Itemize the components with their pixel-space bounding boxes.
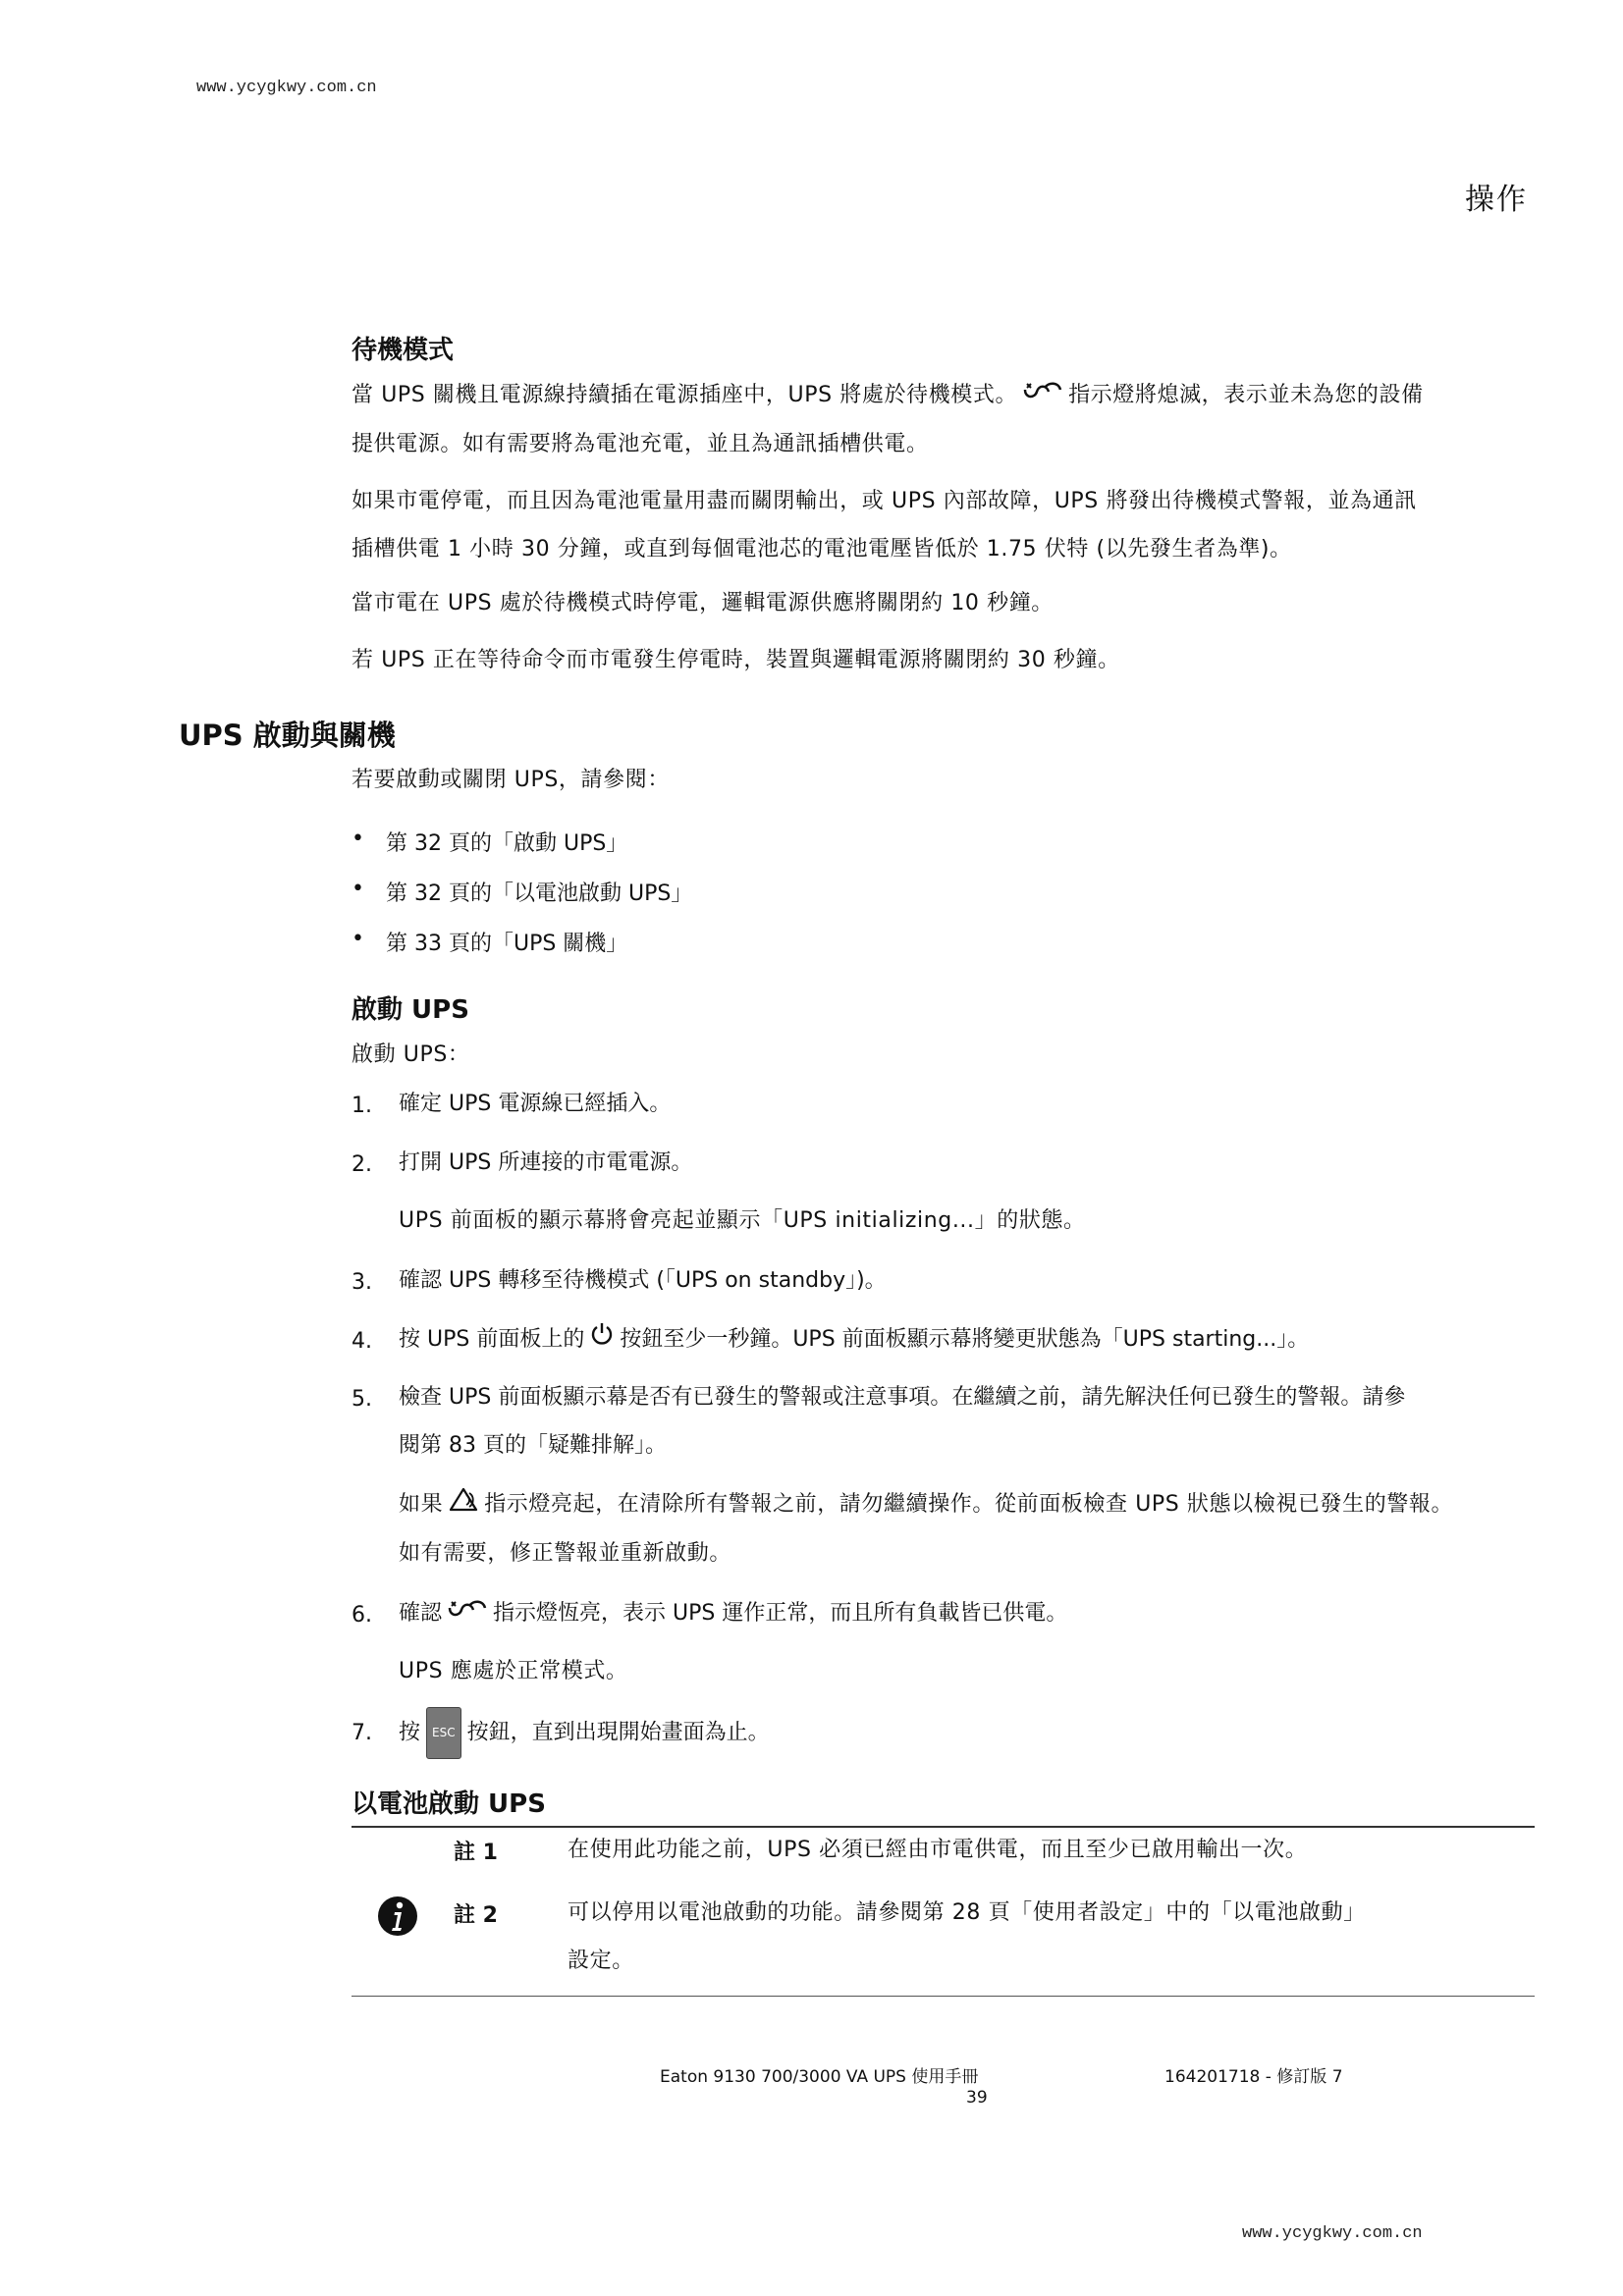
startup-shutdown-intro: 若要啟動或關閉 UPS，請參閱：	[352, 768, 670, 792]
note-bottom-divider	[352, 1996, 1535, 1997]
standby-p1-a: 當 UPS 關機且電源線持續插在電源插座中，UPS 將處於待機模式。	[352, 383, 1018, 407]
note-2-label: 註 2	[454, 1903, 498, 1928]
note-2-text: 可以停用以電池啟動的功能。請參閱第 28 頁「使用者設定」中的「以電池啟動」 設定。	[568, 1900, 1366, 1973]
footer-doc-number: 164201718 - 修訂版 7	[1164, 2067, 1343, 2087]
standby-p2-line1: 如果市電停電，而且因為電池電量用盡而關閉輸出，或 UPS 內部故障，UPS 將發出待機模式警報，並為通訊	[352, 489, 1417, 513]
note-1-text: 在使用此功能之前，UPS 必須已經由市電供電，而且至少已啟用輸出一次。	[568, 1838, 1308, 1862]
info-icon	[376, 1895, 419, 1942]
battery-start-heading: 以電池啟動 UPS	[352, 1789, 546, 1819]
step-5-note: 如果 指示燈亮起，在清除所有警報之前，請勿繼續操作。從前面板檢查 UPS 狀態以檢視已發生的警報。 如有需要，修正警報並重新啟動。	[399, 1480, 1542, 1577]
footer-manual-title: Eaton 9130 700/3000 VA UPS 使用手冊	[660, 2067, 979, 2087]
esc-key-icon: ESC	[426, 1707, 461, 1759]
standby-p2-line2: 插槽供電 1 小時 30 分鐘，或直到每個電池芯的電池電壓皆低於 1.75 伏特 (以先發生者為準)。	[352, 537, 1292, 561]
ups-normal-icon	[1023, 372, 1062, 420]
power-icon	[590, 1316, 614, 1364]
section-title: 操作	[1465, 183, 1528, 217]
standby-paragraph-3: 當市電在 UPS 處於待機模式時停電，邏輯電源供應將關閉約 10 秒鐘。	[352, 591, 1054, 615]
step-6-note: UPS 應處於正常模式。	[399, 1659, 628, 1683]
standby-p1-b: 指示燈將熄滅，表示並未為您的設備	[1068, 383, 1424, 407]
standby-paragraph-2	[352, 477, 1535, 573]
step-2-note: UPS 前面板的顯示幕將會亮起並顯示「UPS initializing...」的狀態。	[399, 1208, 1086, 1233]
alarm-icon	[449, 1481, 478, 1529]
note-1-label: 註 1	[454, 1841, 498, 1865]
startup-shutdown-heading: UPS 啟動與關機	[179, 719, 396, 752]
footer-url: www.ycygkwy.com.cn	[1242, 2224, 1423, 2243]
standby-heading: 待機模式	[352, 336, 455, 365]
start-ups-heading: 啟動 UPS	[352, 995, 469, 1025]
start-ups-intro: 啟動 UPS：	[352, 1042, 470, 1067]
header-url: www.ycygkwy.com.cn	[196, 79, 377, 97]
standby-p1-line1	[352, 371, 1535, 420]
ups-normal-icon	[448, 1590, 487, 1638]
standby-paragraph-4: 若 UPS 正在等待命令而市電發生停電時，裝置與邏輯電源將關閉約 30 秒鐘。	[352, 648, 1120, 672]
page-number: 39	[966, 2088, 988, 2108]
standby-p1-line2: 提供電源。如有需要將為電池充電，並且為通訊插槽供電。	[352, 431, 929, 456]
standby-paragraph-1	[352, 371, 1535, 468]
